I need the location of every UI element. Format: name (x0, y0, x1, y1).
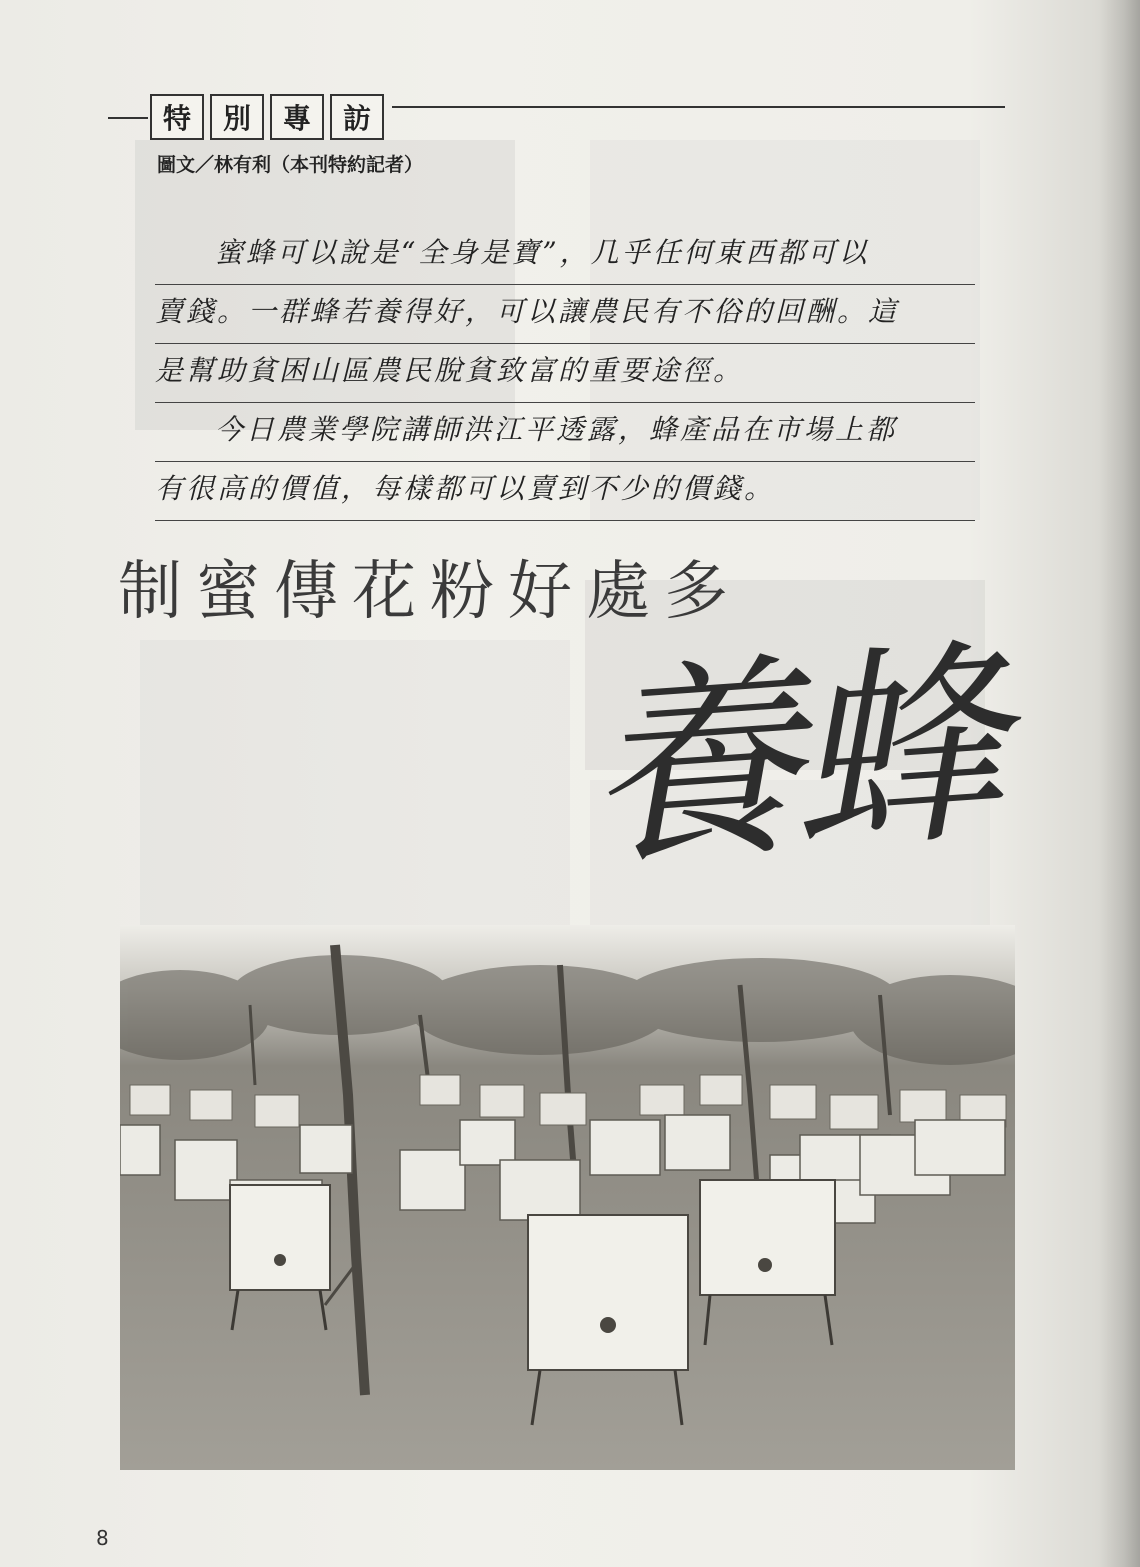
section-tag-char: 特 (150, 94, 204, 140)
page-number: 8 (96, 1526, 109, 1550)
intro-line: 有很高的價值，每樣都可以賣到不少的價錢。 (155, 462, 975, 521)
intro-paragraph (155, 226, 975, 521)
section-tag-char: 訪 (330, 94, 384, 140)
intro-line: 今日農業學院講師洪江平透露，蜂產品在市場上都 (155, 403, 975, 462)
article-title: 養蜂 (576, 618, 1004, 897)
apiary-photo-illustration (120, 925, 1015, 1470)
header-rule-left (108, 117, 148, 119)
intro-line: 賣錢。一群蜂若養得好，可以讓農民有不俗的回酬。這 (155, 285, 975, 344)
section-tag-char: 別 (210, 94, 264, 140)
intro-line: 蜜蜂可以說是“全身是寶”，几乎任何東西都可以 (155, 226, 975, 285)
byline: 圖文／林有利（本刊特約記者） (157, 154, 424, 176)
header-rule-right (392, 106, 1005, 108)
intro-line: 是幫助貧困山區農民脫貧致富的重要途徑。 (155, 344, 975, 403)
article-subtitle: 制蜜傳花粉好處多 (118, 555, 742, 629)
spine-shadow (1100, 0, 1140, 1567)
apiary-photo (120, 925, 1015, 1470)
section-tag-char: 專 (270, 94, 324, 140)
section-tag (150, 94, 384, 140)
bleed-through-column (140, 640, 570, 930)
